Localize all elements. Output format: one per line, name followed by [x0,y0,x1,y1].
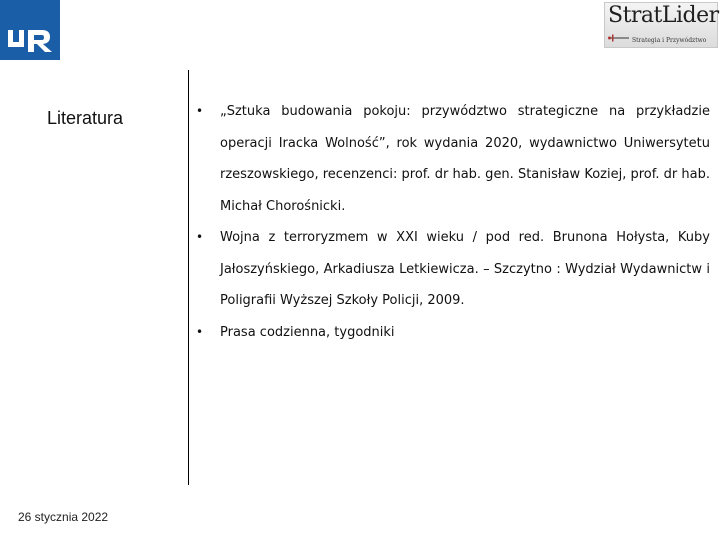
list-item [196,317,710,349]
sword-icon [607,33,631,43]
stratlider-logo [604,2,718,48]
list-item [196,96,710,222]
bullet-marker: • [196,230,204,244]
list-item-text: Wojna z terroryzmem w XXI wieku / pod red. Brunona Hołysta, Kuby Jałoszyńskiego, Arkadiusza Letkiewicza. – Szczytno : Wydział Wydawnictw i Poligrafii Wyższej Szkoły Policji, 2009. [220,230,710,308]
brand-tagline: Strategia i Przywództwo [632,37,707,44]
list-item-text: Prasa codzienna, tygodniki [220,324,395,340]
section-title: Literatura [47,108,124,128]
footer-date: 26 stycznia 2022 [18,510,109,524]
list-item [196,222,710,317]
ur-logo-mark [6,28,54,54]
bibliography-list [196,96,710,348]
list-item-text: „Sztuka budowania pokoju: przywództwo strategiczne na przykładzie operacji Iracka Wolność”, rok wydania 2020, wydawnictwo Uniwersytetu rzeszowskiego, recenzenci: prof. dr hab. gen. Stanisław Koziej, prof. dr hab. Michał Chorośnicki. [220,104,710,214]
bullet-marker: • [196,324,204,339]
brand-logo-text: StratLider [608,3,719,28]
university-logo [0,0,60,60]
bullet-marker: • [196,104,204,118]
vertical-divider [188,70,189,485]
